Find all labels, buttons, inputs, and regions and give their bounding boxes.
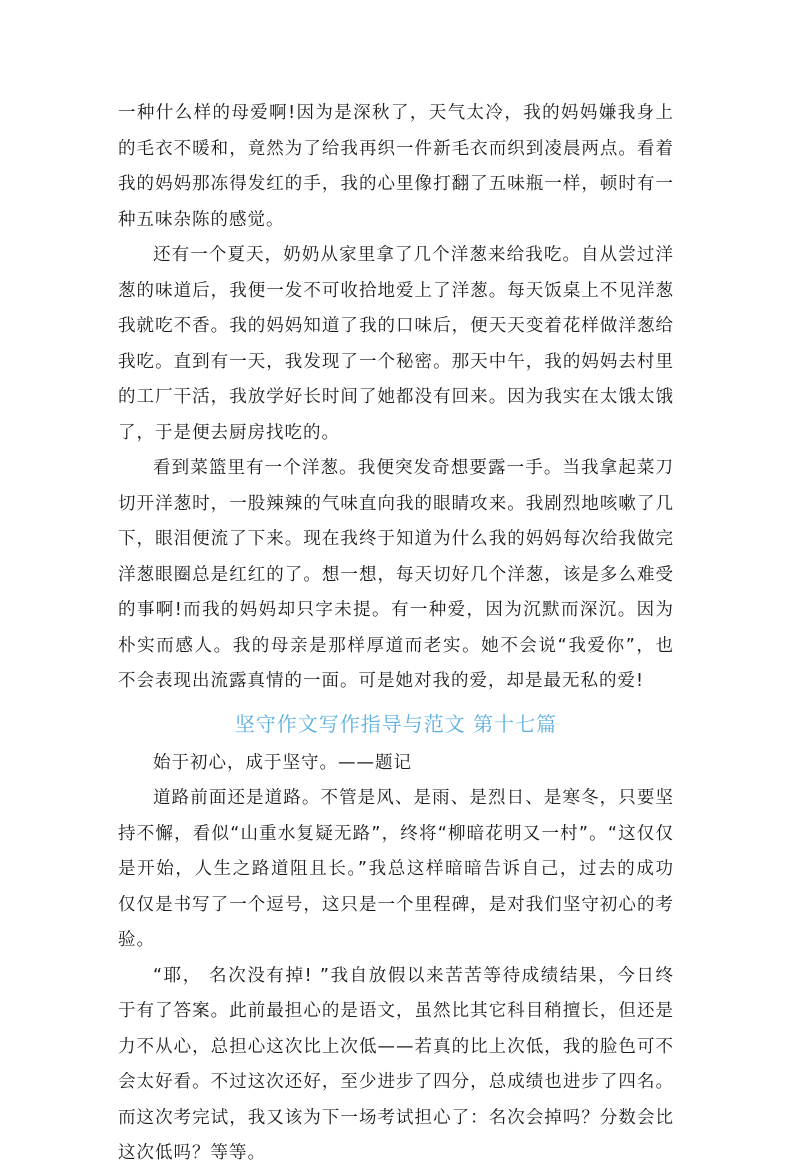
paragraph: 一种什么样的母爱啊!因为是深秋了，天气太冷，我的妈妈嫌我身上的毛衣不暖和，竟然为了给我再织一件新毛衣而织到凌晨两点。看着我的妈妈那冻得发红的手，我的心里像打翻了五味瓶一样，顿时有一种五味杂陈的感觉。	[118, 103, 674, 230]
paragraph: 还有一个夏天，奶奶从家里拿了几个洋葱来给我吃。自从尝过洋葱的味道后，我便一发不可收拾地爱上了洋葱。每天饭桌上不见洋葱我就吃不香。我的妈妈知道了我的口味后，便天天变着花样做洋葱给我吃。直到有一天，我发现了一个秘密。那天中午，我的妈妈去村里的工厂干活，我放学好长时间了她都没有回来。因为我实在太饿太饿了，于是便去厨房找吃的。	[118, 245, 674, 443]
paragraph: 道路前面还是道路。不管是风、是雨、是烈日、是寒冬，只要坚持不懈，看似“山重水复疑无路”，终将“柳暗花明又一村”。“这仅仅是开始，人生之路道阻且长。”我总这样暗暗告诉自己，过去的成功仅仅是书写了一个逗号，这只是一个里程碑，是对我们坚守初心的考验。	[118, 788, 674, 950]
epigraph: 始于初心，成于坚守。——题记	[153, 752, 412, 773]
paragraph: “耶， 名次没有掉! ”我自放假以来苦苦等待成绩结果，今日终于有了答案。此前最担心的是语文，虽然比其它科目稍擅长，但还是力不从心，总担心这次比上次低——若真的比上次低，我的脸色可不会太好看。不过这次还好，至少进步了四分，总成绩也进步了四名。而这次考完试，我又该为下一场考试担心了：名次会掉吗？分数会比这次低吗？等等。	[118, 965, 674, 1163]
section-heading: 坚守作文写作指导与范文 第十七篇	[234, 711, 558, 736]
document-page	[118, 96, 674, 1172]
paragraph: 看到菜篮里有一个洋葱。我便突发奇想要露一手。当我拿起菜刀切开洋葱时，一股辣辣的气味直向我的眼睛攻来。我剧烈地咳嗽了几下，眼泪便流了下来。现在我终于知道为什么我的妈妈每次给我做完洋葱眼圈总是红红的了。想一想，每天切好几个洋葱，该是多么难受的事啊!而我的妈妈却只字未提。有一种爱，因为沉默而深沉。因为朴实而感人。我的母亲是那样厚道而老实。她不会说“我爱你”，也不会表现出流露真情的一面。可是她对我的爱，却是最无私的爱!	[118, 458, 674, 691]
